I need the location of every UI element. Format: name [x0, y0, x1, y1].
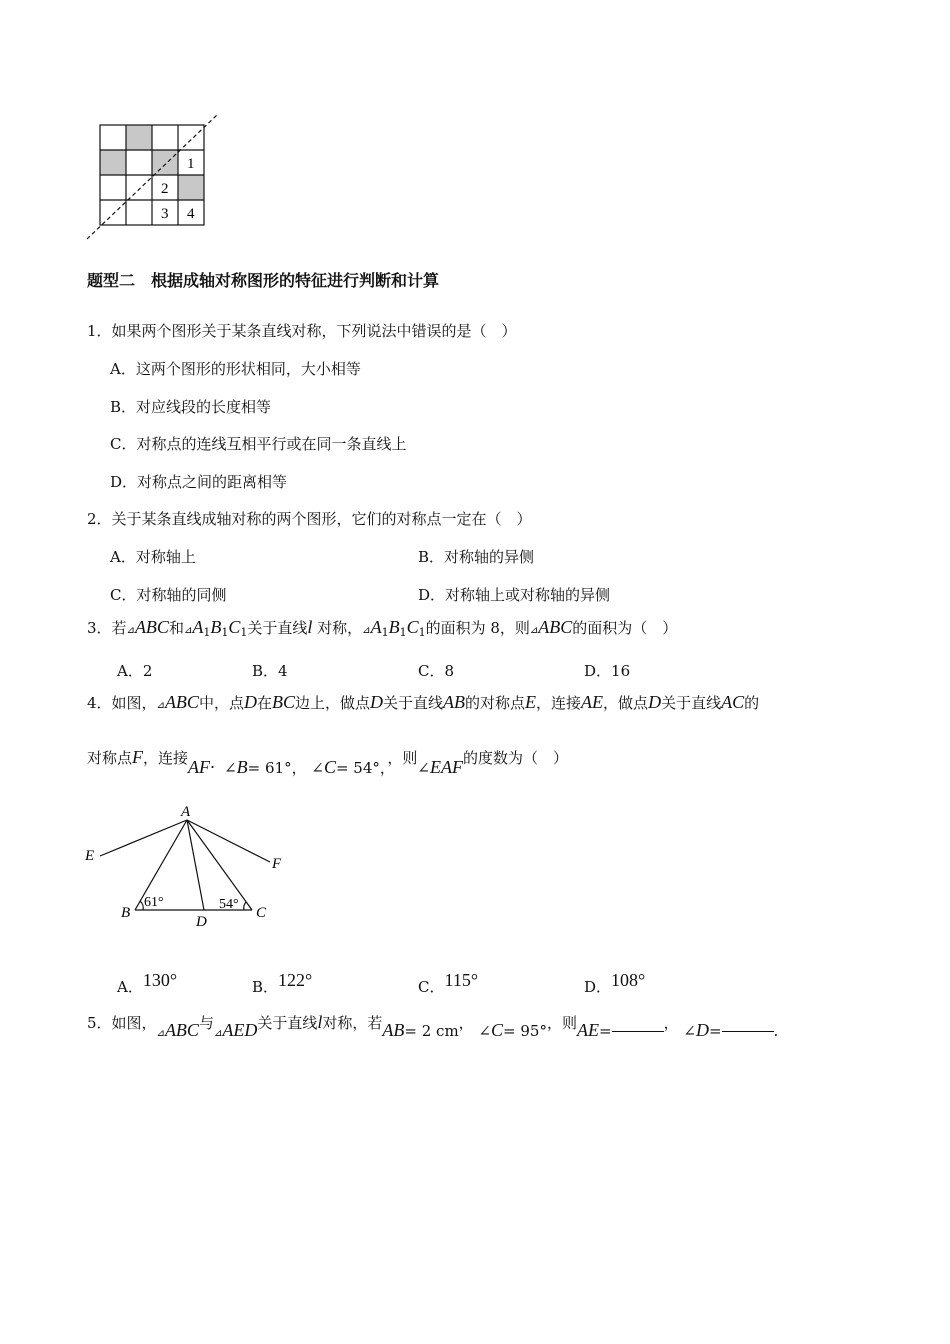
- q4-option-c[interactable]: C．115°: [418, 970, 479, 996]
- q1-option-b[interactable]: B．对应线段的长度相等: [110, 398, 272, 416]
- q3-option-c[interactable]: C．8: [418, 662, 455, 680]
- section-title: 题型二 根据成轴对称图形的特征进行判断和计算: [87, 271, 440, 290]
- q2-option-a[interactable]: A．对称轴上: [110, 548, 196, 566]
- q2-option-b[interactable]: B．对称轴的异侧: [418, 548, 535, 566]
- angle-B-value: 61°: [144, 895, 164, 910]
- q3-stem: 3．若⊿ABC和$⊿A_1B_1C_1$关于直线l 对称，$⊿A_1B_1C_1$的面积为 8，则⊿ABC的面积为（ ）: [87, 617, 678, 639]
- q2-option-d[interactable]: D．对称轴上或对称轴的异侧: [418, 586, 611, 604]
- segment-AD: [187, 820, 204, 910]
- grid-figure: [84, 112, 224, 242]
- q2-stem: 2．关于某条直线成轴对称的两个图形，它们的对称点一定在（ ）: [87, 510, 532, 528]
- label-B: B: [121, 905, 131, 921]
- q1-option-d[interactable]: D．对称点之间的距离相等: [110, 473, 288, 491]
- q5-stem: 5．如图，⊿ABC与⊿AED关于直线l对称，若AB= 2 cm， ∠C= 95°，则AE= ， ∠D= .: [87, 1012, 779, 1040]
- label-A: A: [181, 804, 191, 820]
- q4-stem-line2: 对称点F，连接AF· ∠B= 61°， ∠C= 54°，，则∠EAF的度数为（ ）: [87, 747, 568, 777]
- q4-option-b[interactable]: B．122°: [252, 970, 313, 996]
- segment-AE: [100, 820, 187, 856]
- q1-stem: 1．如果两个图形关于某条直线对称，下列说法中错误的是（ ）: [87, 322, 517, 340]
- q3-option-b[interactable]: B．4: [252, 662, 288, 680]
- label-D: D: [196, 914, 207, 930]
- label-C: C: [256, 905, 267, 921]
- angle-C-arc: [244, 902, 246, 910]
- answer-blank-AE[interactable]: [612, 1030, 664, 1032]
- q2-option-c[interactable]: C．对称轴的同侧: [110, 586, 227, 604]
- cell-label-3: 3: [161, 206, 169, 222]
- cell-label-1: 1: [187, 156, 195, 172]
- q3-option-d[interactable]: D．16: [584, 662, 631, 680]
- cell-label-4: 4: [187, 206, 195, 222]
- segment-AF: [187, 820, 270, 862]
- angle-B-arc: [140, 901, 143, 910]
- q4-option-d[interactable]: D．108°: [584, 970, 646, 996]
- q1-option-c[interactable]: C．对称点的连线互相平行或在同一条直线上: [110, 435, 407, 453]
- label-F: F: [272, 856, 282, 872]
- q4-stem-line1: 4．如图，⊿ABC中，点D在BC边上，做点D关于直线AB的对称点E，连接AE，做点D关于直线AC的: [87, 692, 760, 712]
- angle-C-value: 54°: [219, 897, 239, 912]
- label-E: E: [85, 848, 95, 864]
- q4-triangle-figure: [80, 800, 300, 935]
- q3-option-a[interactable]: A．2: [117, 662, 153, 680]
- q4-option-a[interactable]: A．130°: [117, 970, 178, 996]
- cell-label-2: 2: [161, 181, 169, 197]
- answer-blank-D[interactable]: [722, 1030, 774, 1032]
- q1-option-a[interactable]: A．这两个图形的形状相同，大小相等: [110, 360, 361, 378]
